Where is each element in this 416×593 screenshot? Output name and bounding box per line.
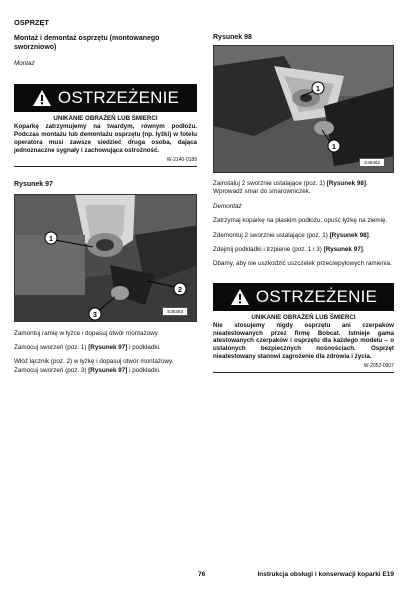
removal-subheading: Demontaż (213, 202, 242, 210)
warning-body: Nie stosujemy nigdy osprzętu ani czerpaków nieatestowanych przez firmę Bobcat. Istnieje gama atestowanych czerpaków i osprzętu dla każdego modelu – o ustalonych bezpiecznych nośnościach. Osprzęt nieatestowany stanowi zagrożenie dla zdrowia i życia. (213, 321, 394, 361)
figure-reference: [Rysunek 97] (88, 366, 128, 374)
warning-subtitle: UNIKANIE OBRAŻEŃ LUB ŚMIERCI (251, 313, 356, 321)
svg-text:3: 3 (93, 311, 97, 319)
instruction-install-pins: Zainstaluj 2 sworznie ustalające (poz. 1) [Rysunek 98]. Wprowadź smar do smarowniczek. (213, 180, 368, 196)
svg-text:1: 1 (332, 144, 336, 151)
svg-text:2: 2 (178, 286, 182, 294)
callout-1-upper (312, 82, 324, 94)
section-header: OSPRZĘT (14, 18, 49, 27)
figure-98-photo (213, 45, 394, 173)
figure-reference: [Rysunek 98] (326, 180, 366, 187)
warning-header (213, 283, 394, 311)
figure-97-photo (14, 194, 197, 322)
warning-code: W-2140-0189 (14, 157, 197, 167)
callout-2 (174, 283, 186, 295)
callout-3 (89, 308, 101, 320)
photo-code: S35362 (359, 158, 385, 167)
instruction-3: Włóż łącznik (poz. 2) w łyżkę i dopasuj otwór montażowy. Zamocuj sworzeń (poz. 3) [Rysunek 97] i podkładki. (14, 358, 174, 374)
figure-reference: [Rysunek 97] (323, 246, 363, 254)
instruction-2: Zamocuj sworzeń (poz. 1) [Rysunek 97] i podkładki. (14, 344, 161, 351)
svg-text:1: 1 (316, 86, 320, 93)
right-column (213, 34, 394, 373)
page-number: 76 (198, 571, 206, 578)
photo-code: S35363 (162, 307, 188, 316)
mounting-subheading: Montaż (14, 60, 35, 67)
warning-body: Koparkę zatrzymujemy na twardym, równym podłożu. Podczas montażu lub demontażu osprzętu (np. łyżki) w fotelu operatora musi zawsze siedzieć druga osoba, dająca jednoznaczne sygnały i zachowująca ostrożność. (14, 123, 197, 154)
callout-1 (45, 232, 57, 244)
warning-box-2 (213, 283, 394, 373)
instruction-1: Zamontuj ramię w łyżce i dopasuj otwór montażowy. (14, 329, 160, 337)
instruction-seals: Dbamy, aby nie uszkodzić uszczelek przeciwpyłowych ramienia. (213, 260, 392, 268)
warning-triangle-icon (32, 89, 52, 107)
instruction-remove-washers: Zdejmij podkładki i trzpienie (poz. 1 i 3) [Rysunek 97]. (213, 246, 365, 254)
callout-1-lower (328, 140, 340, 152)
bucket-pin-photo (15, 195, 197, 322)
procedure-heading: Montaż i demontaż osprzętu (montowanego sworzniowo) (14, 35, 160, 51)
figure-reference: [Rysunek 97] (88, 344, 128, 351)
footer-title: Instrukcja obsługi i konserwacji koparki E19 (257, 571, 394, 578)
retaining-pin-photo (214, 46, 394, 173)
warning-subtitle: UNIKANIE OBRAŻEŃ LUB ŚMIERCI (53, 115, 158, 123)
figure-98-label: Rysunek 98 (213, 34, 252, 41)
warning-header (14, 84, 197, 112)
figure-reference: [Rysunek 98] (329, 231, 369, 239)
warning-title: OSTRZEŻENIE (255, 286, 378, 306)
figure-97-label: Rysunek 97 (14, 180, 53, 188)
svg-text:1: 1 (49, 235, 53, 243)
warning-code: W-2052-0907 (213, 363, 394, 373)
warning-box-1 (14, 84, 197, 166)
left-column (14, 34, 197, 375)
warning-title: OSTRZEŻENIE (57, 88, 180, 108)
instruction-remove-pins: Zdemontuj 2 sworznie ustalające (poz. 1) [Rysunek 98]. (213, 231, 371, 239)
instruction-lower-bucket: Zatrzymaj koparkę na płaskim podłożu, opuść łyżkę na ziemię. (213, 217, 388, 225)
warning-triangle-icon (230, 288, 250, 306)
